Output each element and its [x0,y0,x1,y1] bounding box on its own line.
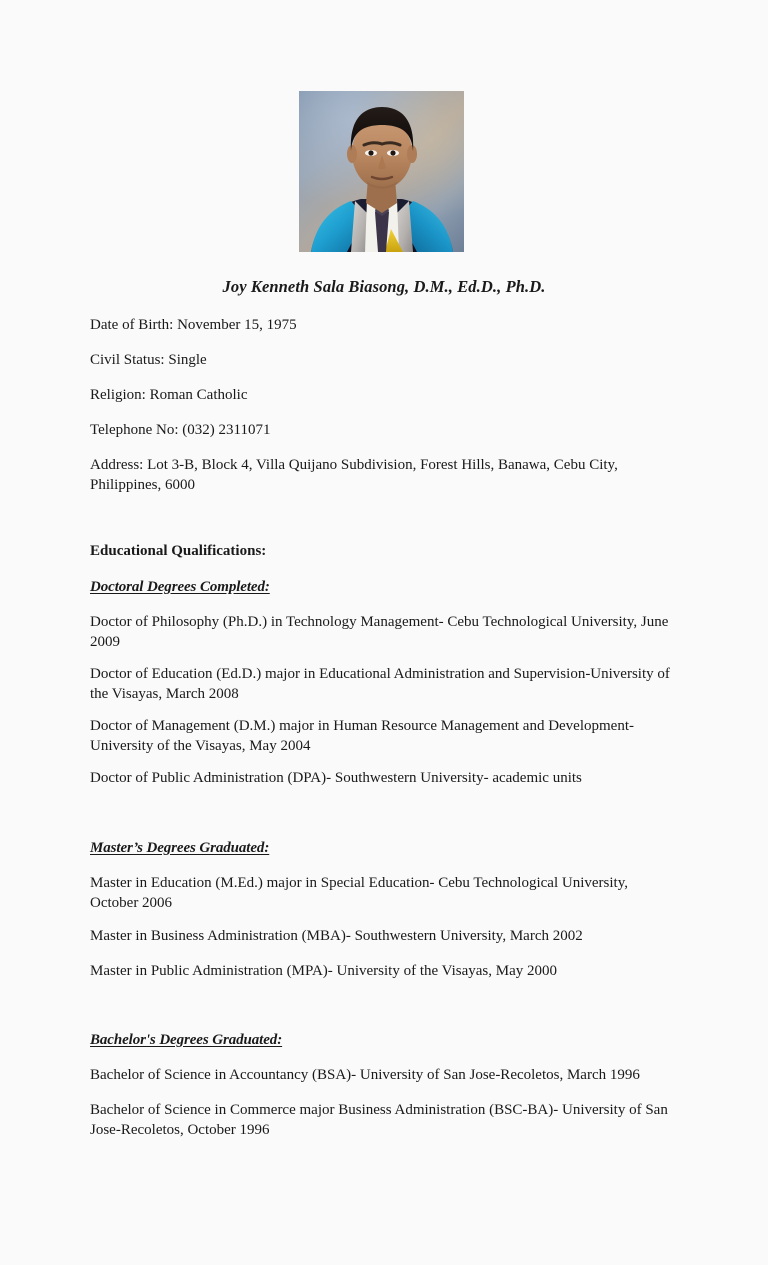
address: Address: Lot 3-B, Block 4, Villa Quijano Subdivision, Forest Hills, Banawa, Cebu City, Philippines, 6000 [90,457,618,493]
bachelors-item-0: Bachelor of Science in Accountancy (BSA)- University of San Jose-Recoletos, March 1996 [90,1067,640,1083]
masters-item-1: Master in Business Administration (MBA)- Southwestern University, March 2002 [90,928,583,944]
doctoral-heading [90,577,678,597]
page-title: Joy Kenneth Sala Biasong, D.M., Ed.D., Ph.D. [222,277,546,296]
doctoral-item-3: Doctor of Public Administration (DPA)- Southwestern University- academic units [90,770,582,786]
religion: Religion: Roman Catholic [90,387,248,403]
portrait-photo [299,91,464,252]
bachelors-item-1: Bachelor of Science in Commerce major Business Administration (BSC-BA)- University of San Jose-Recoletos, October 1996 [90,1102,668,1138]
masters-item-0: Master in Education (M.Ed.) major in Special Education- Cebu Technological University, October 2006 [90,875,628,911]
date-of-birth: Date of Birth: November 15, 1975 [90,317,297,333]
masters-heading [90,838,678,858]
doctoral-item-0: Doctor of Philosophy (Ph.D.) in Technology Management- Cebu Technological University, June 2009 [90,614,669,650]
civil-status: Civil Status: Single [90,352,207,368]
doctoral-item-1: Doctor of Education (Ed.D.) major in Educational Administration and Supervision-University of the Visayas, March 2008 [90,666,670,702]
masters-heading-text: Master’s Degrees Graduated: [90,840,270,856]
bachelors-heading-text: Bachelor's Degrees Graduated: [90,1032,283,1048]
education-heading: Educational Qualifications: [90,543,267,559]
doctoral-heading-text: Doctoral Degrees Completed: [90,579,270,595]
portrait-photo-image [299,91,464,252]
masters-item-2: Master in Public Administration (MPA)- University of the Visayas, May 2000 [90,963,557,979]
bachelors-heading [90,1030,678,1050]
telephone: Telephone No: (032) 2311071 [90,422,271,438]
doctoral-item-2: Doctor of Management (D.M.) major in Human Resource Management and Development- University of the Visayas, May 2004 [90,718,634,754]
